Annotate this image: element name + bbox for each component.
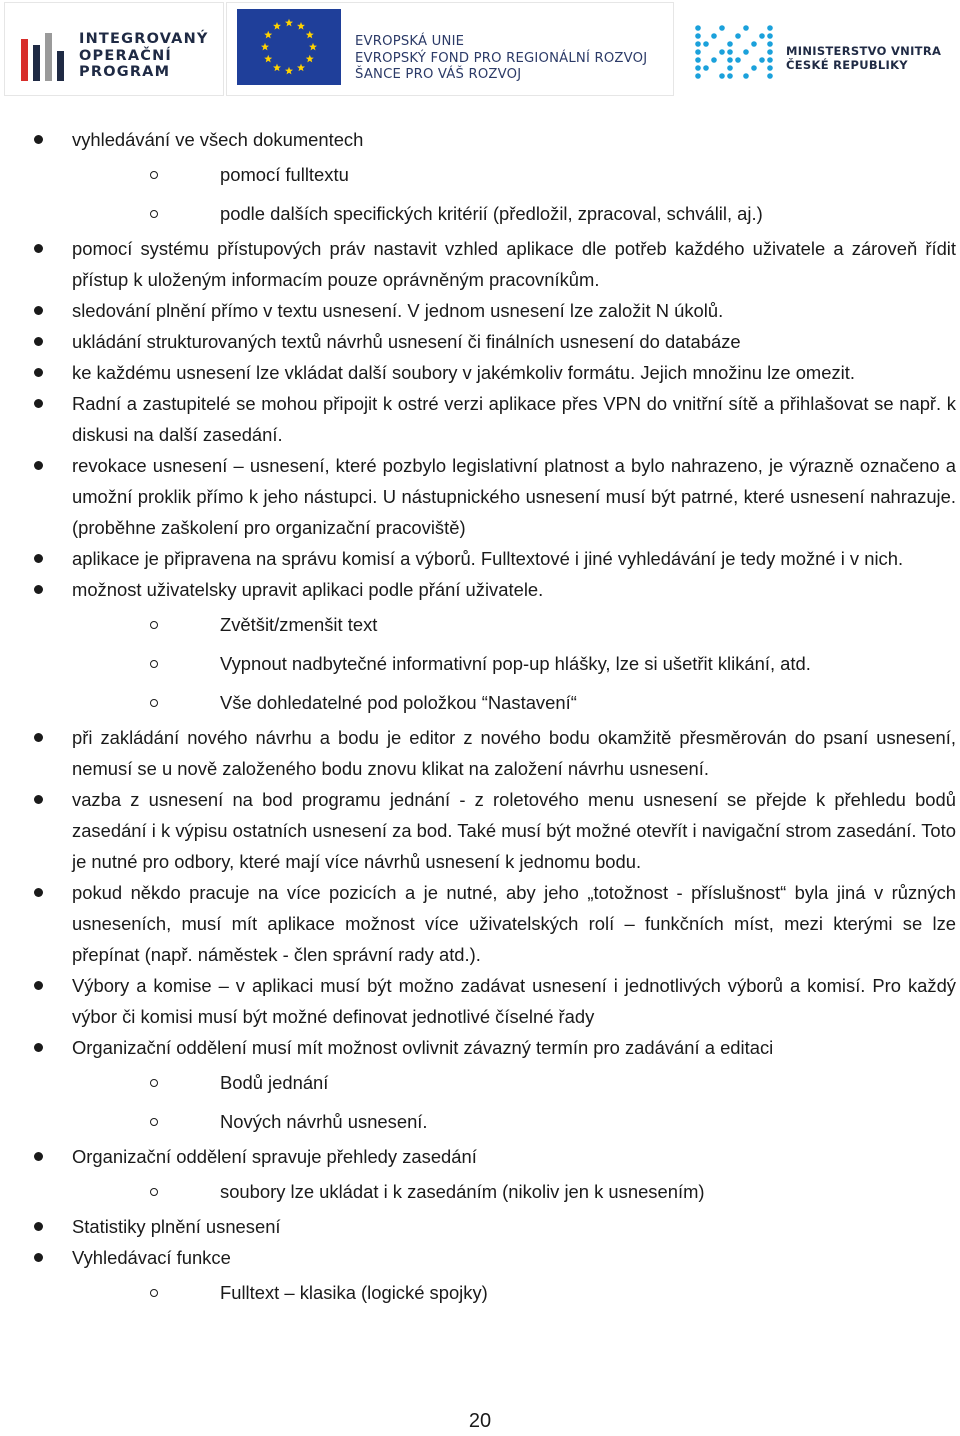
sub-list-item xyxy=(0,1063,960,1102)
list-item-text: Vypnout nadbytečné informativní pop-up hlášky, lze si ušetřit klikání, atd. xyxy=(220,653,811,674)
list-item-text: pokud někdo pracuje na více pozicích a je nutné, aby jeho „totožnost - příslušnost“ byla jiná v různých usneseních, musí mít aplikace možnost více uživatelských rolí – funkčních míst, mezi kterými se lze přepínat (např. náměstek - člen správní rady atd.). xyxy=(72,882,956,965)
circle-bullet-icon xyxy=(150,1289,158,1297)
list-item xyxy=(0,970,960,1032)
bullet-icon xyxy=(34,554,43,563)
emblem-dot xyxy=(767,57,773,63)
list-item xyxy=(0,388,960,450)
bullet-icon xyxy=(34,1043,43,1052)
list-item xyxy=(0,1032,960,1063)
list-item xyxy=(0,574,960,605)
list-item xyxy=(0,357,960,388)
list-item-text: Statistiky plnění usnesení xyxy=(72,1216,281,1237)
emblem-dot xyxy=(759,57,765,63)
emblem-dot xyxy=(719,25,725,31)
emblem-dot xyxy=(743,49,749,55)
list-item-text: aplikace je připravena na správu komisí a výborů. Fulltextové i jiné vyhledávání je tedy možné i v nich. xyxy=(72,548,904,569)
list-item-text: vazba z usnesení na bod programu jednání - z roletového menu usnesení se přejde k přehledu bodů zasedání i k výpisu ostatních usnesení za bod. Také musí být možné otevřít i navigační strom zasedání. Toto je nutné pro odbory, které mají více návrhů usnesení k jednomu bodu. xyxy=(72,789,956,872)
list-item-text: pomocí systému přístupových práv nastavit vzhled aplikace dle potřeb každého uživatele a zároveň řídit přístup k uloženým informacím pouze oprávněným pracovníkům. xyxy=(72,238,956,290)
list-item xyxy=(0,326,960,357)
bullet-icon xyxy=(34,1222,43,1231)
iop-bars-icon xyxy=(19,25,71,81)
circle-bullet-icon xyxy=(150,621,158,629)
emblem-dot xyxy=(719,73,725,79)
emblem-dot xyxy=(735,33,741,39)
emblem-dot xyxy=(759,33,765,39)
circle-bullet-icon xyxy=(150,1079,158,1087)
list-item-text: Fulltext – klasika (logické spojky) xyxy=(220,1282,488,1303)
bullet-icon xyxy=(34,399,43,408)
eu-logo xyxy=(226,2,674,96)
list-item-text: Zvětšit/zmenšit text xyxy=(220,614,378,635)
emblem-dot xyxy=(695,65,701,71)
sub-list-item xyxy=(0,644,960,683)
eu-logo-text: EVROPSKÁ UNIE EVROPSKÝ FOND PRO REGIONÁLNÍ ROZVOJ ŠANCE PRO VÁŠ ROZVOJ xyxy=(355,34,648,82)
emblem-dot xyxy=(727,49,733,55)
list-item xyxy=(0,1141,960,1172)
list-item-text: pomocí fulltextu xyxy=(220,164,349,185)
list-item-text: Bodů jednání xyxy=(220,1072,329,1093)
bullet-icon xyxy=(34,337,43,346)
list-item xyxy=(0,543,960,574)
sub-list-item xyxy=(0,155,960,194)
bullet-icon xyxy=(34,1152,43,1161)
emblem-dot xyxy=(695,73,701,79)
bullet-icon xyxy=(34,585,43,594)
emblem-dot xyxy=(727,41,733,47)
list-item-text: sledování plnění přímo v textu usnesení. V jednom usnesení lze založit N úkolů. xyxy=(72,300,724,321)
list-item-text: při zakládání nového návrhu a bodu je editor z nového bodu okamžitě přesměrován do psaní usnesení, nemusí se u nově založeného bodu znovu klikat na založení návrhu usnesení. xyxy=(72,727,956,779)
list-item-text: Organizační oddělení spravuje přehledy zasedání xyxy=(72,1146,477,1167)
emblem-dot xyxy=(767,33,773,39)
emblem-dot xyxy=(695,41,701,47)
list-item xyxy=(0,295,960,326)
iop-logo xyxy=(4,2,224,96)
list-item xyxy=(0,233,960,295)
bullet-icon xyxy=(34,1253,43,1262)
ministry-logo-text: MINISTERSTVO VNITRA ČESKÉ REPUBLIKY xyxy=(786,44,942,72)
circle-bullet-icon xyxy=(150,1188,158,1196)
bullet-icon xyxy=(34,244,43,253)
list-item xyxy=(0,784,960,877)
bullet-icon xyxy=(34,795,43,804)
list-item-text: Vše dohledatelné pod položkou “Nastavení“ xyxy=(220,692,577,713)
list-item xyxy=(0,450,960,543)
sub-list-item xyxy=(0,1102,960,1141)
emblem-dot xyxy=(767,41,773,47)
emblem-dot xyxy=(703,41,709,47)
bullet-icon xyxy=(34,733,43,742)
emblem-dot xyxy=(751,65,757,71)
list-item-text: Radní a zastupitelé se mohou připojit k ostré verzi aplikace přes VPN do vnitřní sítě a přihlašovat se např. k diskusi na další zasedání. xyxy=(72,393,956,445)
bullet-icon xyxy=(34,888,43,897)
eu-flag-icon xyxy=(237,9,341,85)
list-item-text: Organizační oddělení musí mít možnost ovlivnit závazný termín pro zadávání a editaci xyxy=(72,1037,774,1058)
emblem-dot xyxy=(711,57,717,63)
circle-bullet-icon xyxy=(150,1118,158,1126)
emblem-dot xyxy=(695,57,701,63)
bullet-icon xyxy=(34,461,43,470)
sub-list-item xyxy=(0,1172,960,1211)
list-item xyxy=(0,1211,960,1242)
emblem-dot xyxy=(727,65,733,71)
page-number: 20 xyxy=(468,1410,492,1432)
list-item-text: revokace usnesení – usnesení, které pozbylo legislativní platnost a bylo nahrazeno, je výrazně označeno a umožní proklik přímo k jeho nástupci. U nástupnického usnesení musí být patrné, které usnesení nahrazuje. (proběhne zaškolení pro organizační pracoviště) xyxy=(72,455,956,538)
iop-logo-text: INTEGROVANÝ OPERAČNÍ PROGRAM xyxy=(79,31,209,80)
list-item-text: Nových návrhů usnesení. xyxy=(220,1111,428,1132)
emblem-dot xyxy=(743,25,749,31)
circle-bullet-icon xyxy=(150,660,158,668)
emblem-dot xyxy=(743,73,749,79)
list-item-text: možnost uživatelsky upravit aplikaci podle přání uživatele. xyxy=(72,579,544,600)
emblem-dot xyxy=(767,65,773,71)
list-item xyxy=(0,124,960,155)
emblem-dot xyxy=(735,57,741,63)
list-item-text: ukládání strukturovaných textů návrhů usnesení či finálních usnesení do databáze xyxy=(72,331,741,352)
list-item xyxy=(0,877,960,970)
bullet-icon xyxy=(34,368,43,377)
list-item xyxy=(0,1242,960,1273)
emblem-dot xyxy=(727,57,733,63)
emblem-dot xyxy=(767,25,773,31)
list-item-text: ke každému usnesení lze vkládat další soubory v jakémkoliv formátu. Jejich množinu lze omezit. xyxy=(72,362,855,383)
emblem-dot xyxy=(703,65,709,71)
emblem-dot xyxy=(719,49,725,55)
bullet-icon xyxy=(34,981,43,990)
circle-bullet-icon xyxy=(150,699,158,707)
list-item-text: soubory lze ukládat i k zasedáním (nikoliv jen k usnesením) xyxy=(220,1181,705,1202)
emblem-dot xyxy=(751,41,757,47)
emblem-dot xyxy=(711,33,717,39)
emblem-dot xyxy=(695,33,701,39)
sub-list-item xyxy=(0,605,960,644)
list-item-text: podle dalších specifických kritérií (předložil, zpracoval, schválil, aj.) xyxy=(220,203,763,224)
list-item-text: Výbory a komise – v aplikaci musí být možno zadávat usnesení i jednotlivých výborů a komisí. Pro každý výbor či komisi musí být možné definovat jednotlivé číselné řady xyxy=(72,975,956,1027)
emblem-dot xyxy=(727,73,733,79)
sub-list-item xyxy=(0,194,960,233)
sub-list-item xyxy=(0,683,960,722)
emblem-dot xyxy=(695,25,701,31)
logo-header xyxy=(0,0,960,102)
bullet-icon xyxy=(34,135,43,144)
list-item-text: Vyhledávací funkce xyxy=(72,1247,231,1268)
ministry-logo xyxy=(676,2,956,96)
sub-list-item xyxy=(0,1273,960,1312)
bullet-icon xyxy=(34,306,43,315)
emblem-dot xyxy=(695,49,701,55)
list-item xyxy=(0,722,960,784)
circle-bullet-icon xyxy=(150,210,158,218)
ministry-emblem-icon xyxy=(694,24,774,80)
list-item-text: vyhledávání ve všech dokumentech xyxy=(72,129,364,150)
document-body xyxy=(0,124,960,1312)
circle-bullet-icon xyxy=(150,171,158,179)
emblem-dot xyxy=(767,73,773,79)
emblem-dot xyxy=(767,49,773,55)
